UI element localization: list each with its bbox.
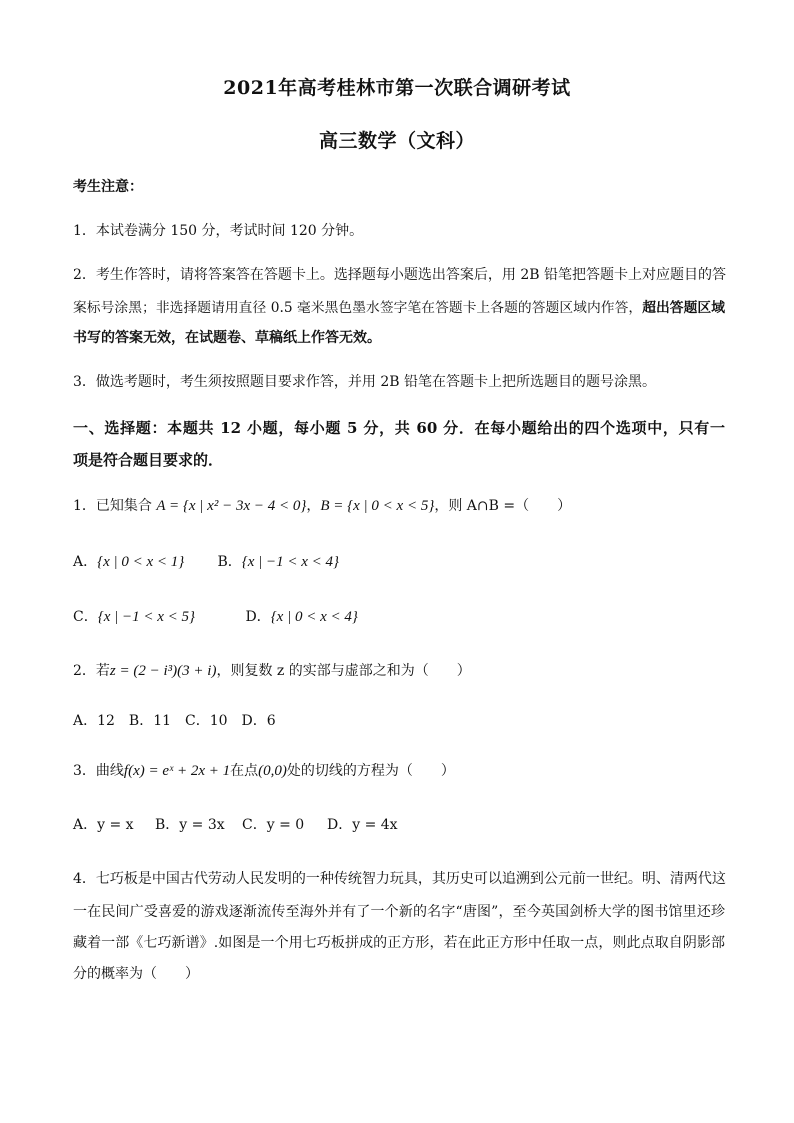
option-label: B．: [217, 554, 242, 570]
question-1-prefix: 1．已知集合: [73, 498, 152, 514]
question-2: [73, 662, 725, 680]
question-3-point: (0,0): [258, 763, 287, 779]
option-value: {x | 0 < x < 4}: [270, 609, 358, 625]
question-3-ask: 处的切线的方程为（ ）: [286, 763, 455, 779]
option-label: A．: [73, 554, 98, 570]
question-1-ask: ，则 A∩B =（ ）: [434, 498, 572, 514]
question-1-options-row-1: [73, 553, 725, 571]
section-heading-line-1: 一、选择题：本题共 12 小题，每小题 5 分，共 60 分．在每小题给出的四个选项中，只有一: [73, 419, 725, 437]
option-value: {x | −1 < x < 4}: [241, 554, 340, 570]
question-3-mid: 在点: [230, 763, 259, 779]
question-3-option-d: D．y = 4x: [327, 817, 398, 833]
notice-item-1: 1．本试卷满分 150 分，考试时间 120 分钟。: [73, 223, 364, 239]
set-b-expression: B = {x | 0 < x < 5}: [320, 498, 435, 514]
option-label: D．: [245, 609, 271, 625]
question-3-options: [73, 816, 725, 834]
set-a-expression: A = {x | x² − 3x − 4 < 0}: [156, 498, 307, 514]
question-4-line-2: 一在民间广受喜爱的游戏逐渐流传至海外并有了一个新的名字“唐图”，至今英国剑桥大学的图书馆里还珍: [73, 904, 725, 920]
question-4-line-3: 藏着一部《七巧新谱》.如图是一个用七巧板拼成的正方形，若在此正方形中任取一点，则此点取自阴影部: [73, 935, 725, 951]
question-3-function: f(x) = eˣ + 2x + 1: [123, 763, 231, 779]
subject-title: 高三数学（文科）: [318, 130, 475, 152]
question-3: [73, 762, 725, 780]
question-3-option-b: B．y = 3x: [155, 817, 225, 833]
notice-item-2-line-3: 书写的答案无效，在试题卷、草稿纸上作答无效。: [73, 330, 381, 346]
question-2-prefix: 2．若: [73, 663, 110, 679]
question-1-option-d: [245, 608, 357, 626]
option-value: {x | −1 < x < 5}: [97, 609, 196, 625]
notice-item-2-bold: 超出答题区域: [642, 300, 725, 316]
option-label: C．: [73, 609, 98, 625]
question-1-option-a: [73, 553, 213, 571]
question-1-options-row-2: [73, 608, 725, 626]
notice-item-2-line-2: [73, 299, 725, 317]
question-4-line-4: 分的概率为（ ）: [73, 966, 199, 982]
section-heading-line-2: 项是符合题目要求的．: [73, 451, 224, 469]
notice-item-2-line-1: 2．考生作答时，请将答案答在答题卡上。选择题每小题选出答案后，用 2B 铅笔把答题卡上对应题目的答: [73, 267, 727, 283]
notice-heading: 考生注意：: [73, 179, 143, 195]
question-1-option-b: [217, 553, 339, 571]
question-3-option-c: C．y = 0: [242, 817, 305, 833]
exam-title: 2021年高考桂林市第一次联合调研考试: [223, 77, 571, 99]
question-2-expression: z = (2 − i³)(3 + i): [109, 663, 217, 679]
question-1-separator: ，: [306, 498, 321, 514]
question-1: [73, 497, 725, 515]
question-2-options: A．12 B．11 C．10 D．6: [73, 713, 276, 729]
notice-item-3: 3．做选考题时，考生须按照题目要求作答，并用 2B 铅笔在答题卡上把所选题目的题号涂黑。: [73, 374, 657, 390]
question-1-option-c: [73, 608, 241, 626]
question-3-prefix: 3．曲线: [73, 763, 124, 779]
question-3-option-a: A．y = x: [73, 817, 134, 833]
option-value: {x | 0 < x < 1}: [97, 554, 185, 570]
question-4-line-1: 4．七巧板是中国古代劳动人民发明的一种传统智力玩具，其历史可以追溯到公元前一世纪。明、清两代这: [73, 871, 726, 887]
notice-item-2-text: 案标号涂黑；非选择题请用直径 0.5 毫米黑色墨水签字笔在答题卡上各题的答题区域内作答，: [73, 300, 643, 316]
question-2-ask: ，则复数 z 的实部与虚部之和为（ ）: [216, 663, 471, 679]
